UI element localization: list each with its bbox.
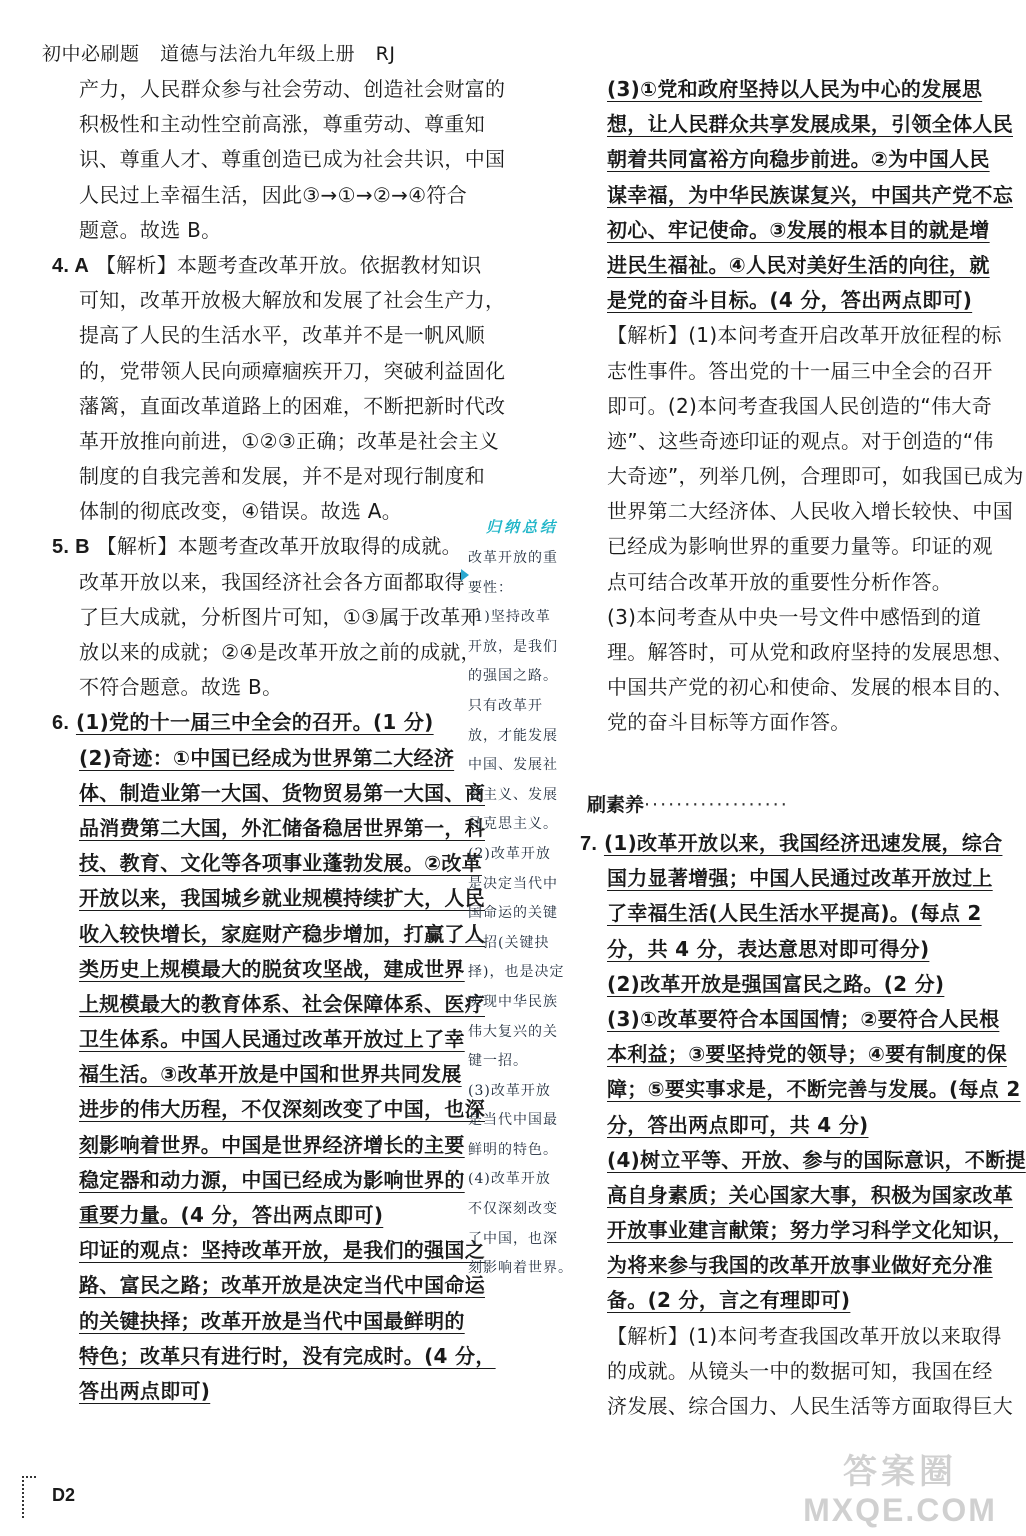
right-column-top <box>580 72 1024 741</box>
text-line <box>52 846 482 881</box>
right-column-bottom <box>580 826 1026 1424</box>
line-text: 积极性和主动性空前高涨，尊重劳动、尊重知 <box>79 112 485 137</box>
line-text: 上规模最大的教育体系、社会保障体系、医疗 <box>79 991 485 1016</box>
line-text: (2)奇迹：①中国已经成为世界第二大经济 <box>79 745 455 770</box>
text-line <box>580 1037 1007 1072</box>
text-line <box>580 1283 992 1318</box>
sidebar-line: (3)改革开放 <box>468 1082 551 1099</box>
text-line <box>52 1128 465 1163</box>
page-number-box <box>22 1476 102 1516</box>
line-text: 即可。(2)本问考查我国人民创造的“伟大奇 <box>607 393 992 418</box>
sidebar-line: 是决定当代中 <box>468 875 558 892</box>
text-line <box>580 283 992 318</box>
line-text: 障；⑤要实事求是，不断完善与发展。(每点 2 <box>607 1077 1021 1102</box>
text-line <box>52 741 462 776</box>
text-line <box>580 932 992 967</box>
line-text: 藩篱，直面改革道路上的困难，不断把新时代改 <box>79 393 506 418</box>
line-text: 的关键抉择；改革开放是当代中国最鲜明的 <box>79 1308 465 1333</box>
text-line <box>52 248 482 283</box>
sidebar-line: 刻影响着世界。 <box>468 1260 573 1277</box>
sidebar-line: 开放，是我们 <box>468 638 558 655</box>
text-line <box>52 1268 485 1303</box>
line-text: (2)改革开放是强国富民之路。(2 分) <box>607 971 945 996</box>
line-text: 志性事件。答出党的十一届三中全会的召开 <box>607 358 993 383</box>
line-text: 党的奋斗目标等方面作答。 <box>607 710 851 735</box>
corner-mark <box>22 1476 36 1518</box>
line-text: 可知，改革开放极大解放和发展了社会生产力， <box>79 288 506 313</box>
line-text: 进步的伟大历程，不仅深刻改变了中国，也深 <box>79 1097 485 1122</box>
page-header <box>42 38 462 70</box>
text-line <box>52 283 506 318</box>
text-line <box>580 967 992 1002</box>
line-text: (4)树立平等、开放、参与的国际意识，不断提 <box>607 1147 1026 1172</box>
text-line <box>52 1057 462 1092</box>
text-line <box>580 1178 1013 1213</box>
text-line <box>580 1319 1002 1354</box>
line-text: 重要力量。(4 分，答出两点即可) <box>79 1203 384 1227</box>
text-line <box>580 896 992 931</box>
text-line <box>52 1233 485 1268</box>
line-text: (1)改革开放以来，我国经济迅速发展，综合 <box>603 831 1003 855</box>
question-number: 5. B <box>52 536 90 559</box>
line-text: 世界第二大经济体、人民收入增长较快、中国 <box>607 499 1013 524</box>
text-line <box>580 1389 1013 1424</box>
line-text: 收入较快增长，家庭财产稳步增加，打赢了人 <box>79 921 485 946</box>
text-line <box>580 318 1002 353</box>
text-line <box>580 142 992 177</box>
line-text: 技、教育、文化等各项事业蓬勃发展。②改革 <box>79 851 482 876</box>
text-line <box>52 529 462 564</box>
line-text: 谋幸福，为中华民族谋复兴，中国共产党不忘 <box>607 182 1013 207</box>
line-text: 【解析】(1)本问考查我国改革开放以来取得 <box>607 1323 1002 1348</box>
line-text: 题意。故选 B。 <box>79 217 222 242</box>
sidebar-body <box>468 544 576 1284</box>
text-line <box>52 1339 496 1374</box>
line-text: 了幸福生活(人民生活水平提高)。(每点 2 <box>607 901 982 926</box>
section-heading <box>587 788 987 822</box>
line-text: 进民生福祉。④人民对美好生活的向往，就 <box>607 252 990 277</box>
text-line <box>52 811 485 846</box>
line-text: 卫生体系。中国人民通过改革开放过上了幸 <box>79 1027 465 1052</box>
text-line <box>52 424 500 459</box>
line-text: 开放以来，我国城乡就业规模持续扩大，人民 <box>79 886 485 911</box>
line-text: (3)①改革要符合本国国情；②要符合人民根 <box>607 1006 1000 1031</box>
sidebar-line: 鲜明的特色。 <box>468 1141 558 1158</box>
line-text: 【解析】(1)本问考查开启改革开放征程的标 <box>607 323 1002 348</box>
text-line <box>580 389 992 424</box>
sidebar-line: 一招(关键抉 <box>468 934 550 951</box>
line-text: 福生活。③改革开放是中国和世界共同发展 <box>79 1062 462 1087</box>
text-line <box>580 861 992 896</box>
line-text: 初心、牢记使命。③发展的根本目的就是增 <box>607 217 990 242</box>
sidebar-line: 国命运的关键 <box>468 905 558 922</box>
line-text: 备。(2 分，言之有理即可) <box>607 1288 851 1313</box>
line-text: 的成就。从镜头一中的数据可知，我国在经 <box>607 1358 993 1383</box>
line-text: 国力显著增强；中国人民通过改革开放过上 <box>607 866 993 891</box>
line-text: 改革开放以来，我国经济社会各方面都取得 <box>79 569 465 594</box>
question-number: 6. <box>52 712 70 735</box>
text-line <box>52 72 506 107</box>
line-text: 本利益；③要坚持党的领导；④要有制度的保 <box>607 1042 1007 1067</box>
line-text: (1)党的十一届三中全会的召开。(1 分) <box>75 710 434 735</box>
summary-sidebar <box>468 510 576 1284</box>
line-text: 路、富民之路；改革开放是决定当代中国命运 <box>79 1273 485 1298</box>
page-number: D2 <box>52 1485 76 1505</box>
line-text: (3)①党和政府坚持以人民为中心的发展思 <box>607 77 983 101</box>
sidebar-line: 的强国之路。 <box>468 668 558 685</box>
text-line <box>52 142 506 177</box>
text-line <box>580 600 992 635</box>
line-text: 刻影响着世界。中国是世界经济增长的主要 <box>79 1132 465 1157</box>
sidebar-line: 中国、发展社 <box>468 757 558 774</box>
line-text: 理。解答时，可从党和政府坚持的发展思想、 <box>607 640 1013 664</box>
question-number: 7. <box>580 833 598 855</box>
text-line <box>580 1002 1000 1037</box>
sidebar-line: 不仅深刻改变 <box>468 1201 558 1218</box>
text-line <box>52 494 462 529</box>
text-line <box>52 881 485 916</box>
text-line <box>52 1163 465 1198</box>
text-line <box>580 1354 992 1389</box>
section-dots: ·················· <box>644 794 789 816</box>
text-line <box>580 1108 992 1143</box>
text-line <box>580 565 992 600</box>
sidebar-line: 伟大复兴的关 <box>468 1023 558 1040</box>
line-text: 高自身素质；关心国家大事，积极为国家改革 <box>607 1182 1013 1207</box>
text-line <box>52 565 465 600</box>
text-line <box>580 107 1013 142</box>
line-text: 人民过上幸福生活，因此③→①→②→④符合 <box>79 182 467 207</box>
edition-label: RJ <box>375 43 396 65</box>
subject-title: 道德与法治九年级上册 <box>160 43 356 65</box>
sidebar-line: (2)改革开放 <box>468 845 551 862</box>
text-line <box>52 354 506 389</box>
line-text: 制度的自我完善和发展，并不是对现行制度和 <box>79 464 485 489</box>
line-text: 【解析】本题考查改革开放取得的成就。 <box>96 534 462 559</box>
sidebar-line: 择)，也是决定 <box>468 964 565 981</box>
text-line <box>580 354 992 389</box>
line-text: 开放事业建言献策；努力学习科学文化知识， <box>607 1218 1013 1243</box>
sidebar-line: 键一招。 <box>468 1053 528 1070</box>
line-text: (3)本问考查从中央一号文件中感悟到的道 <box>607 604 982 629</box>
sidebar-line: 放，才能发展 <box>468 727 558 744</box>
watermark-logo: 答案圈 MXQE.COM <box>803 1453 997 1528</box>
text-line <box>580 459 1024 494</box>
line-text: 的，党带领人民向顽瘴痼疾开刀，突破利益固化 <box>79 358 506 383</box>
text-line <box>580 213 992 248</box>
line-text: 品消费第二大国，外汇储备稳居世界第一，科 <box>79 815 485 840</box>
text-line <box>580 826 1003 861</box>
sidebar-line: (4)改革开放 <box>468 1171 551 1188</box>
sidebar-line: 马克思主义。 <box>468 816 558 833</box>
sidebar-line: 只有改革开 <box>468 697 543 714</box>
text-line <box>52 776 485 811</box>
line-text: 济发展、综合国力、人民生活等方面取得巨大 <box>607 1394 1013 1418</box>
line-text: 产力，人民群众参与社会劳动、创造社会财富的 <box>79 77 506 101</box>
line-text: 体、制造业第一大国、货物贸易第一大国、商 <box>79 780 485 805</box>
text-line <box>580 1248 992 1283</box>
line-text: 体制的彻底改变，④错误。故选 A。 <box>79 499 403 524</box>
line-text: 为将来参与我国的改革开放事业做好充分准 <box>607 1253 993 1278</box>
line-text: 迹”、这些奇迹印证的观点。对于创造的“伟 <box>607 428 994 453</box>
text-line <box>52 600 481 635</box>
line-text: 是党的奋斗目标。(4 分，答出两点即可) <box>607 288 973 313</box>
text-line <box>580 72 992 107</box>
text-line <box>52 1198 462 1233</box>
line-text: 分，答出两点即可，共 4 分) <box>607 1112 869 1137</box>
text-line <box>52 1304 465 1339</box>
text-line <box>580 178 1013 213</box>
text-line <box>52 705 462 740</box>
line-text: 了巨大成就，分析图片可知，①③属于改革开 <box>79 604 481 629</box>
text-line <box>580 705 992 740</box>
line-text: 特色；改革只有进行时，没有完成时。(4 分， <box>79 1343 496 1368</box>
text-line <box>52 987 485 1022</box>
text-line <box>52 178 467 213</box>
line-text: 点可结合改革开放的重要性分析作答。 <box>607 569 953 594</box>
text-line <box>52 1374 462 1409</box>
line-text: 放以来的成就；②④是改革开放之前的成就， <box>79 640 481 664</box>
sidebar-line: 了中国，也深 <box>468 1230 558 1247</box>
sidebar-line: 要性： <box>468 579 513 596</box>
sidebar-line: 会主义、发展 <box>468 786 558 803</box>
text-line <box>580 424 992 459</box>
text-line <box>580 1213 1013 1248</box>
text-line <box>52 389 506 424</box>
text-line <box>52 1022 465 1057</box>
text-line <box>52 670 462 705</box>
line-text: 革开放推向前进，①②③正确；改革是社会主义 <box>79 428 500 453</box>
question-number: 4. A <box>52 254 90 277</box>
text-line <box>580 529 992 564</box>
line-text: 提高了人民的生活水平，改革并不是一帆风顺 <box>79 323 485 348</box>
text-line <box>52 107 485 142</box>
line-text: 【解析】本题考查改革开放。依据教材知识 <box>95 252 482 277</box>
text-line <box>52 952 465 987</box>
sidebar-line: 改革开放的重 <box>468 550 558 566</box>
line-text: 稳定器和动力源，中国已经成为影响世界的 <box>79 1167 465 1192</box>
text-line <box>52 635 481 670</box>
sidebar-line: 是当代中国最 <box>468 1112 558 1129</box>
text-line <box>580 635 1013 670</box>
text-line <box>580 494 1013 529</box>
text-line <box>52 213 462 248</box>
text-line <box>580 1072 1021 1107</box>
text-line <box>52 1092 485 1127</box>
line-text: 类历史上规模最大的脱贫攻坚战，建成世界 <box>79 956 465 981</box>
text-line <box>580 1143 1026 1178</box>
line-text: 印证的观点：坚持改革开放，是我们的强国之 <box>79 1238 485 1263</box>
line-text: 答出两点即可) <box>79 1378 211 1403</box>
sidebar-title: 归纳总结 <box>485 518 558 536</box>
line-text: 大奇迹”，列举几例，合理即可，如我国已成为 <box>607 464 1024 489</box>
sidebar-line: 实现中华民族 <box>468 993 558 1010</box>
text-line <box>52 459 485 494</box>
section-title: 刷素养 <box>587 794 645 816</box>
line-text: 分，共 4 分，表达意思对即可得分) <box>607 936 930 961</box>
text-line <box>52 917 485 952</box>
line-text: 已经成为影响世界的重要力量等。印证的观 <box>607 534 993 559</box>
text-line <box>52 318 485 353</box>
line-text: 中国共产党的初心和使命、发展的根本目的、 <box>607 675 1013 700</box>
line-text: 不符合题意。故选 B。 <box>79 675 283 700</box>
book-title: 初中必刷题 <box>42 43 140 65</box>
text-line <box>580 248 992 283</box>
line-text: 朝着共同富裕方向稳步前进。②为中国人民 <box>607 147 990 172</box>
line-text: 识、尊重人才、尊重创造已成为社会共识，中国 <box>79 147 506 172</box>
line-text: 想，让人民群众共享发展成果，引领全体人民 <box>607 112 1013 137</box>
sidebar-line: (1)坚持改革 <box>468 609 551 626</box>
text-line <box>580 670 1013 705</box>
